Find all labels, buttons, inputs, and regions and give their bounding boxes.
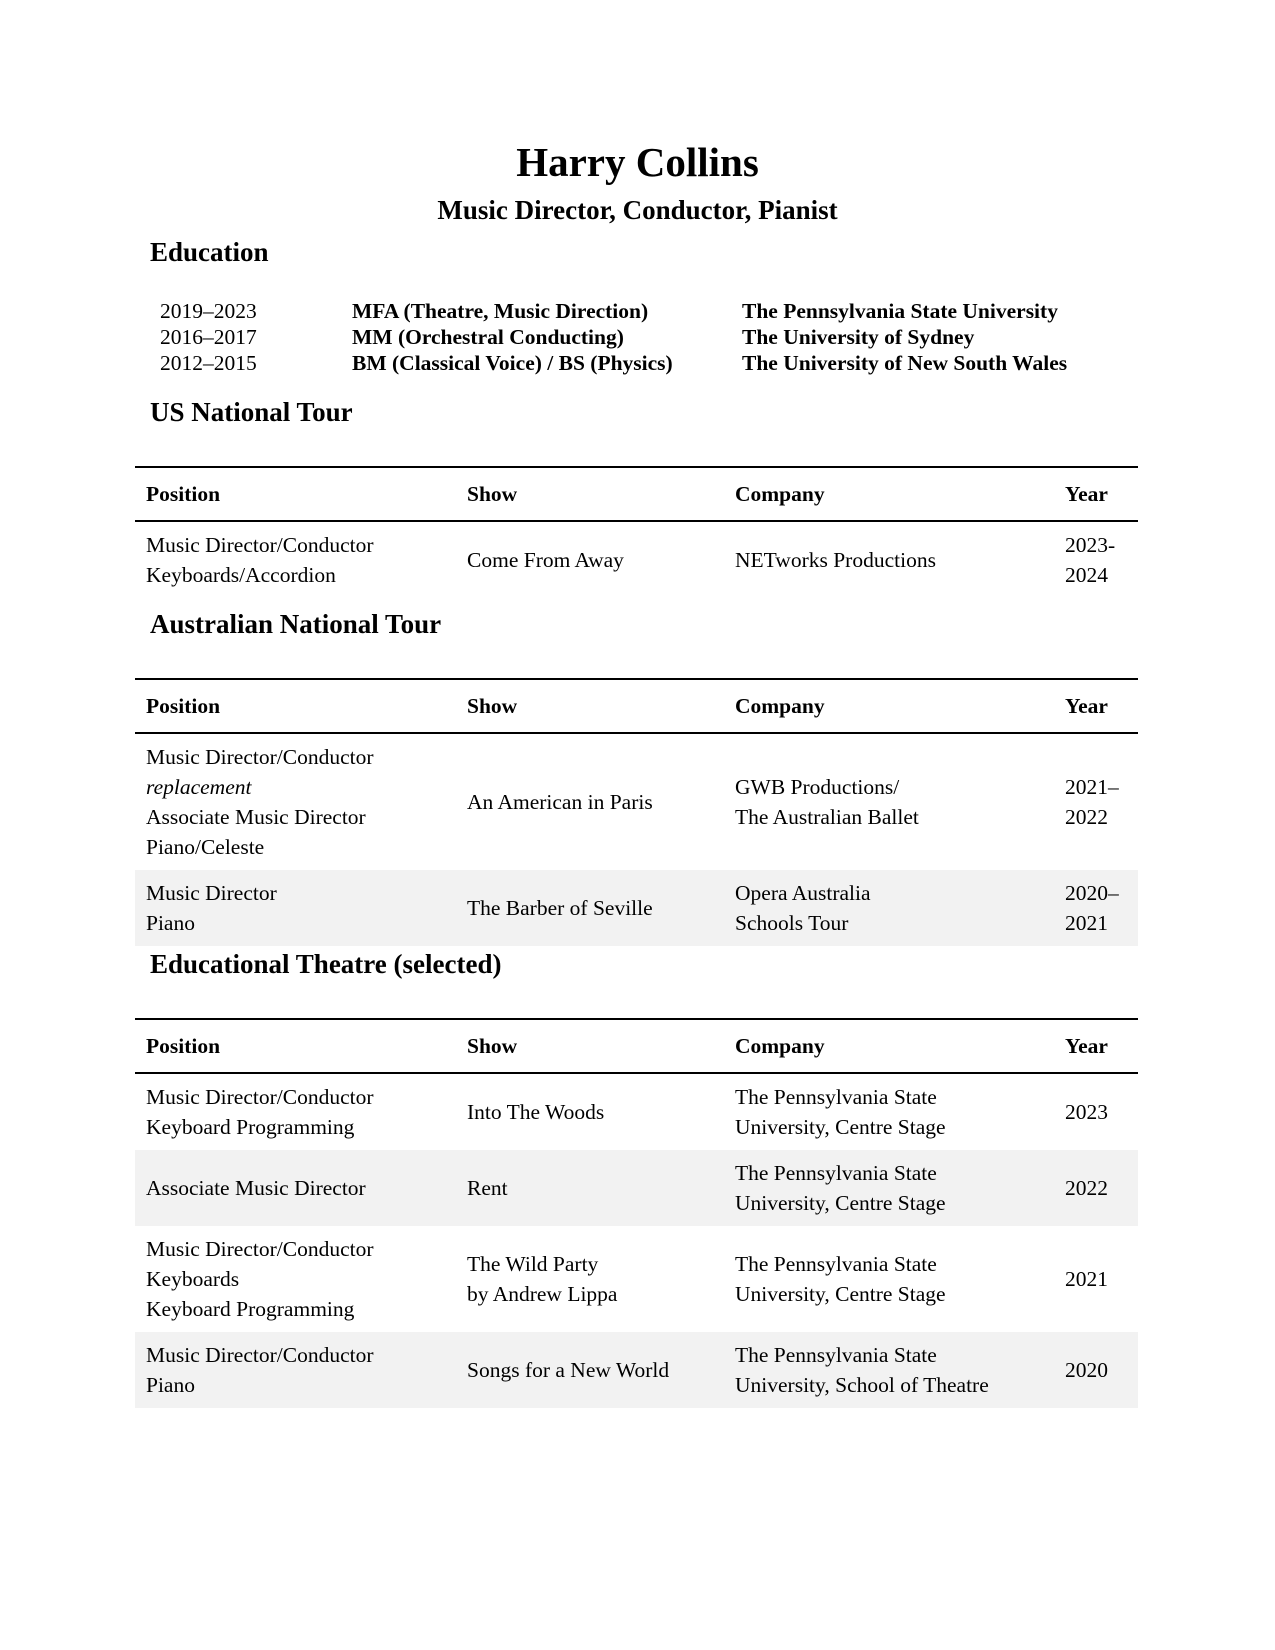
column-header-company: Company <box>724 1019 1054 1073</box>
company-line: The Pennsylvania State <box>735 1161 937 1185</box>
us-tour-heading: US National Tour <box>150 397 353 427</box>
education-years: 2019–2023 <box>160 299 257 323</box>
column-header-position: Position <box>135 679 456 733</box>
column-header-show: Show <box>456 679 724 733</box>
year-line: 2022 <box>1065 805 1108 829</box>
year-line: 2021 <box>1065 1267 1108 1291</box>
table-header-row <box>135 679 1138 733</box>
column-header-show: Show <box>456 467 724 521</box>
column-header-year: Year <box>1054 467 1138 521</box>
position-line: Music Director/Conductor <box>146 533 374 557</box>
company-line: Opera Australia <box>735 881 871 905</box>
position-cell <box>135 733 456 870</box>
position-line: Music Director/Conductor <box>146 1343 374 1367</box>
person-title: Music Director, Conductor, Pianist <box>437 195 838 225</box>
position-line: Piano/Celeste <box>146 835 265 859</box>
year-cell <box>1054 1226 1138 1332</box>
table-row <box>135 1332 1138 1408</box>
education-heading: Education <box>150 237 269 267</box>
company-cell <box>724 1150 1054 1226</box>
year-line: 2020– <box>1065 881 1119 905</box>
column-header-show: Show <box>456 1019 724 1073</box>
company-cell <box>724 733 1054 870</box>
column-header-company: Company <box>724 467 1054 521</box>
table-row <box>135 870 1138 946</box>
au-tour-heading: Australian National Tour <box>150 609 442 639</box>
show-line: An American in Paris <box>467 790 653 814</box>
education-school: The University of Sydney <box>742 325 975 349</box>
company-cell <box>724 1226 1054 1332</box>
table-row <box>135 733 1138 870</box>
company-line: The Pennsylvania State <box>735 1085 937 1109</box>
edu-theatre-table <box>135 1018 1138 1408</box>
position-line: Keyboards/Accordion <box>146 563 336 587</box>
show-line: The Barber of Seville <box>467 896 653 920</box>
position-cell <box>135 1226 456 1332</box>
company-line: NETworks Productions <box>735 548 936 572</box>
year-line: 2022 <box>1065 1176 1108 1200</box>
show-line: Come From Away <box>467 548 624 572</box>
company-cell <box>724 521 1054 598</box>
position-cell <box>135 521 456 598</box>
show-cell <box>456 1150 724 1226</box>
company-line: GWB Productions/ <box>735 775 900 799</box>
education-degree: MFA (Theatre, Music Direction) <box>352 299 649 323</box>
company-cell <box>724 1332 1054 1408</box>
company-cell <box>724 1073 1054 1150</box>
show-cell <box>456 1332 724 1408</box>
column-header-year: Year <box>1054 679 1138 733</box>
show-cell <box>456 521 724 598</box>
company-line: University, School of Theatre <box>735 1373 989 1397</box>
position-line: Piano <box>146 1373 195 1397</box>
education-degree: MM (Orchestral Conducting) <box>352 325 624 349</box>
show-line: Into The Woods <box>467 1100 605 1124</box>
position-cell <box>135 1150 456 1226</box>
column-header-year: Year <box>1054 1019 1138 1073</box>
table-row <box>135 1226 1138 1332</box>
year-line: 2023- <box>1065 533 1116 557</box>
company-cell <box>724 870 1054 946</box>
company-line: The Australian Ballet <box>735 805 919 829</box>
table-row <box>135 1150 1138 1226</box>
position-line: Music Director <box>146 881 277 905</box>
show-cell <box>456 1073 724 1150</box>
column-header-position: Position <box>135 1019 456 1073</box>
au-tour-table <box>135 678 1138 946</box>
position-line: Keyboard Programming <box>146 1297 355 1321</box>
year-cell <box>1054 1332 1138 1408</box>
education-years: 2012–2015 <box>160 351 257 375</box>
show-line: Rent <box>467 1176 508 1200</box>
position-line: Music Director/Conductor <box>146 1237 374 1261</box>
position-cell <box>135 870 456 946</box>
year-line: 2021– <box>1065 775 1119 799</box>
show-cell <box>456 870 724 946</box>
show-line: The Wild Party <box>467 1252 599 1276</box>
us-tour-table <box>135 466 1138 598</box>
position-line: Associate Music Director <box>146 1176 366 1200</box>
company-line: Schools Tour <box>735 911 849 935</box>
education-school: The University of New South Wales <box>742 351 1068 375</box>
position-line: Music Director/Conductor <box>146 745 374 769</box>
table-header-row <box>135 467 1138 521</box>
education-school: The Pennsylvania State University <box>742 299 1058 323</box>
position-cell <box>135 1332 456 1408</box>
company-line: University, Centre Stage <box>735 1115 946 1139</box>
position-line: Piano <box>146 911 195 935</box>
year-cell <box>1054 521 1138 598</box>
edu-theatre-heading: Educational Theatre (selected) <box>150 949 502 979</box>
company-line: University, Centre Stage <box>735 1282 946 1306</box>
column-header-company: Company <box>724 679 1054 733</box>
year-line: 2024 <box>1065 563 1108 587</box>
show-line: Songs for a New World <box>467 1358 670 1382</box>
company-line: The Pennsylvania State <box>735 1252 937 1276</box>
year-cell <box>1054 1150 1138 1226</box>
company-line: University, Centre Stage <box>735 1191 946 1215</box>
person-name: Harry Collins <box>516 139 759 185</box>
show-cell <box>456 733 724 870</box>
year-line: 2021 <box>1065 911 1108 935</box>
position-cell <box>135 1073 456 1150</box>
position-line: replacement <box>146 775 252 799</box>
year-line: 2020 <box>1065 1358 1108 1382</box>
show-line: by Andrew Lippa <box>467 1282 618 1306</box>
company-line: The Pennsylvania State <box>735 1343 937 1367</box>
education-years: 2016–2017 <box>160 325 257 349</box>
year-cell <box>1054 1073 1138 1150</box>
show-cell <box>456 1226 724 1332</box>
year-cell <box>1054 733 1138 870</box>
position-line: Music Director/Conductor <box>146 1085 374 1109</box>
column-header-position: Position <box>135 467 456 521</box>
year-cell <box>1054 870 1138 946</box>
year-line: 2023 <box>1065 1100 1108 1124</box>
table-row <box>135 521 1138 598</box>
table-row <box>135 1073 1138 1150</box>
education-degree: BM (Classical Voice) / BS (Physics) <box>352 351 673 375</box>
position-line: Keyboard Programming <box>146 1115 355 1139</box>
position-line: Associate Music Director <box>146 805 366 829</box>
position-line: Keyboards <box>146 1267 240 1291</box>
table-header-row <box>135 1019 1138 1073</box>
